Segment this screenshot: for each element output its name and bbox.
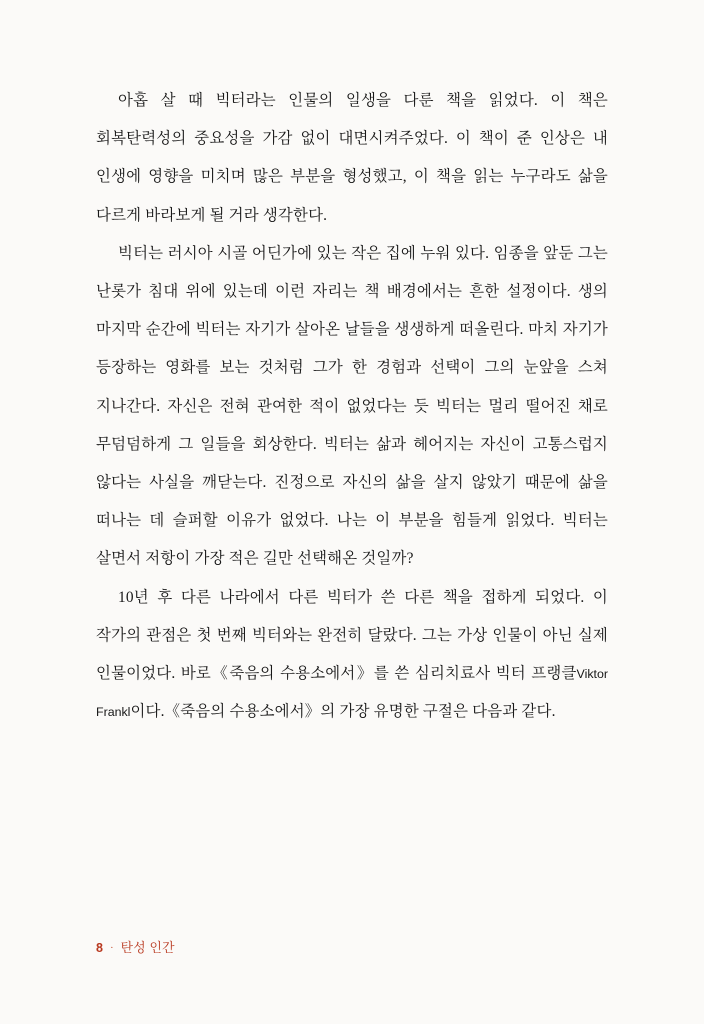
footer-separator: ·: [109, 942, 114, 954]
paragraph-3-part2: 이다.《죽음의 수용소에서》의 가장 유명한 구절은 다음과 같다.: [130, 703, 556, 721]
page-text-body: [96, 82, 608, 731]
page-number: 8: [96, 941, 103, 955]
page-footer: [96, 937, 175, 956]
paragraph-3-part1: 10년 후 다른 나라에서 다른 빅터가 쓴 다른 책을 접하게 되었다. 이 작가의 관점은 첫 번째 빅터와는 완전히 달랐다. 그는 가상 인물이 아닌 실제 인물이었다. 바로《죽음의 수용소에서》를 쓴 심리치료사 빅터 프랭클: [96, 588, 608, 683]
footer-book-title: 탄성 인간: [120, 941, 175, 955]
author-latin-name: Viktor Frankl: [96, 667, 608, 720]
paragraph-3: [96, 579, 608, 732]
paragraph-1: 아홉 살 때 빅터라는 인물의 일생을 다룬 책을 읽었다. 이 책은 회복탄력성의 중요성을 가감 없이 대면시켜주었다. 이 책이 준 인상은 내 인생에 영향을 미치며 많은 부분을 형성했고, 이 책을 읽는 누구라도 삶을 다르게 바라보게 될 거라 생각한다.: [96, 92, 609, 224]
paragraph-2: 빅터는 러시아 시골 어딘가에 있는 작은 집에 누워 있다. 임종을 앞둔 그는 난롯가 침대 위에 있는데 이런 자리는 책 배경에서는 흔한 설정이다. 생의 마지막 순간에 빅터는 자기가 살아온 날들을 생생하게 떠올린다. 마치 자기가 등장하는 영화를 보는 것처럼 그가 한 경험과 선택이 그의 눈앞을 스쳐 지나간다. 자신은 전혀 관여한 적이 없었다는 듯 빅터는 멀리 떨어진 채로 무덤덤하게 그 일들을 회상한다. 빅터는 삶과 헤어지는 자신이 고통스럽지 않다는 사실을 깨닫는다. 진정으로 자신의 삶을 살지 않았기 때문에 삶을 떠나는 데 슬퍼할 이유가 없었다. 나는 이 부분을 힘들게 읽었다. 빅터는 살면서 저항이 가장 적은 길만 선택해온 것일까?: [96, 244, 608, 568]
